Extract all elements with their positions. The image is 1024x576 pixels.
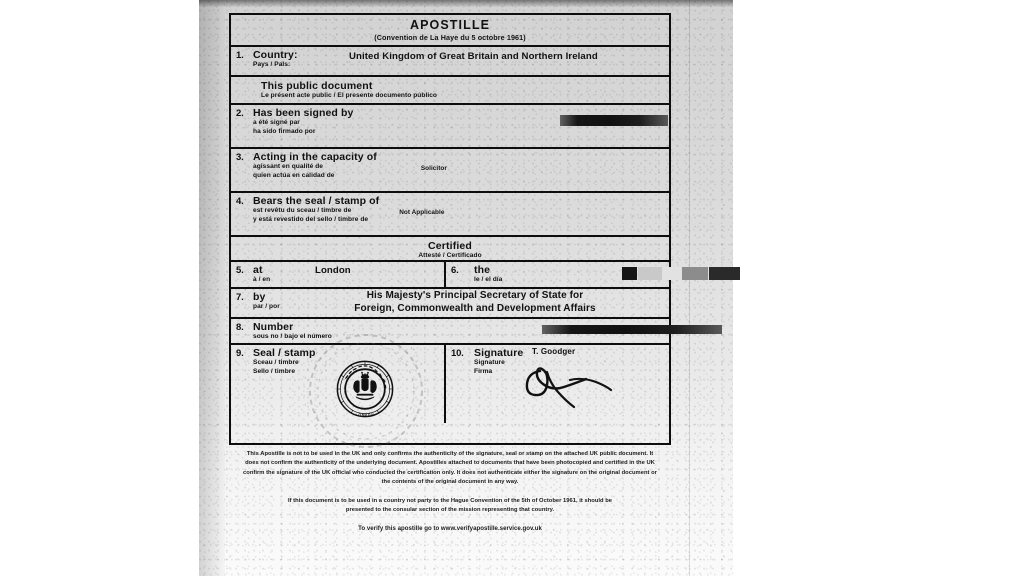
field-row-country	[231, 47, 669, 77]
label-signature-en: Signature	[474, 347, 524, 359]
label-seal-en: Seal / stamp	[253, 347, 316, 359]
field-cell-at	[231, 262, 446, 287]
label-signature-es: Firma	[474, 367, 493, 375]
label-by-en: by	[253, 291, 266, 303]
apostille-fineprint	[233, 450, 667, 534]
label-at-en: at	[253, 264, 263, 276]
banner-certified	[231, 237, 669, 262]
label-number-sub: sous no / bajo el número	[253, 333, 332, 341]
field-row-capacity	[231, 149, 669, 193]
label-bears-seal-en: Bears the seal / stamp of	[253, 195, 380, 207]
label-signed-by-fr: a été signé par	[253, 119, 300, 127]
field-row-seal-and-signature	[231, 345, 669, 423]
label-signature-fr: Signature	[474, 359, 505, 367]
redaction-bar-number	[542, 325, 722, 334]
value-capacity: Solicitor	[420, 165, 447, 172]
scan-left-edge-shadow	[199, 0, 225, 576]
label-by-sub: par / por	[253, 303, 280, 311]
field-row-signed-by	[231, 105, 669, 149]
label-bears-seal-es: y está revestido del sello / timbre de	[253, 215, 369, 223]
scan-seam-line	[689, 0, 690, 576]
label-number-en: Number	[253, 321, 294, 333]
scan-top-edge-shadow	[199, 0, 733, 7]
field-cell-signature	[446, 345, 669, 423]
handwritten-signature-icon	[514, 357, 618, 411]
banner-public-document-sub: Le présent acte public / El presente documento público	[261, 92, 438, 99]
field-cell-date	[446, 262, 669, 287]
field-number-6: 6.	[451, 265, 459, 276]
field-number-3: 3.	[236, 152, 244, 163]
field-number-10: 10.	[451, 348, 464, 359]
label-bears-seal-fr: est revêtu du sceau / timbre de	[253, 207, 352, 215]
value-bears-seal: Not Applicable	[399, 209, 445, 216]
label-the-en: the	[474, 264, 491, 276]
apostille-title: APOSTILLE	[409, 18, 491, 32]
fineprint-verify-url: To verify this apostille go to www.verifyapostille.service.gov.uk	[358, 525, 542, 533]
label-country-en: Country:	[253, 49, 298, 61]
label-seal-es: Sello / timbre	[253, 367, 296, 375]
fineprint-paragraph-2: If this document is to be used in a country not party to the Hague Convention of the 5th of October 1961, it should be presented to the consular section of the mission representing that country.	[287, 497, 613, 513]
label-the-sub: le / el día	[474, 276, 503, 284]
banner-this-public-document	[231, 77, 669, 105]
field-cell-seal	[231, 345, 446, 423]
field-row-number	[231, 319, 669, 345]
svg-text:LONDON: LONDON	[355, 413, 375, 417]
value-at-city: London	[315, 265, 351, 276]
redaction-bar-signed-by	[560, 115, 668, 126]
field-number-4: 4.	[236, 196, 244, 207]
field-number-7: 7.	[236, 292, 244, 303]
field-row-at-and-date	[231, 262, 669, 289]
field-number-9: 9.	[236, 348, 244, 359]
label-capacity-en: Acting in the capacity of	[253, 151, 377, 163]
label-capacity-fr: agissant en qualité de	[253, 163, 323, 171]
field-number-2: 2.	[236, 108, 244, 119]
field-row-by	[231, 289, 669, 319]
apostille-header	[231, 15, 669, 47]
redaction-bar-date	[622, 267, 740, 280]
field-row-bears-seal	[231, 193, 669, 237]
banner-certified-sub: Attesté / Certificado	[418, 252, 482, 259]
label-country-sub: Pays / Pals:	[253, 61, 291, 69]
value-by-line-2: Foreign, Commonwealth and Development Affairs	[354, 303, 596, 314]
label-signed-by-es: ha sido firmado por	[253, 127, 316, 135]
field-number-5: 5.	[236, 265, 244, 276]
apostille-convention-subtitle: (Convention de La Haye du 5 octobre 1961)	[374, 33, 526, 42]
fineprint-paragraph-1: This Apostille is not to be used in the UK and only confirms the authenticity of the signature, seal or stamp on the attached UK public document. It does not confirm the authenticity of the underlying document. Apostilles attached to documents that have been photocopied and certified in the UK confirm the signature of the UK official who conducted the certification only. It does not authenticate either the signature on the original document or the contents of the original document in any way.	[243, 451, 657, 486]
official-seal-icon	[335, 359, 395, 419]
label-capacity-es: quien actúa en calidad de	[253, 171, 335, 179]
banner-certified-en: Certified	[428, 240, 472, 252]
label-signed-by-en: Has been signed by	[253, 107, 354, 119]
signatory-name: T. Goodger	[532, 347, 576, 356]
value-country: United Kingdom of Great Britain and Northern Ireland	[349, 51, 598, 62]
field-number-1: 1.	[236, 50, 244, 61]
label-at-sub: à / en	[253, 276, 271, 284]
field-number-8: 8.	[236, 322, 244, 333]
label-seal-fr: Sceau / timbre	[253, 359, 299, 367]
banner-public-document-en: This public document	[261, 80, 373, 92]
value-by-line-1: His Majesty's Principal Secretary of State for	[366, 290, 584, 301]
apostille-certificate-frame	[229, 13, 671, 445]
